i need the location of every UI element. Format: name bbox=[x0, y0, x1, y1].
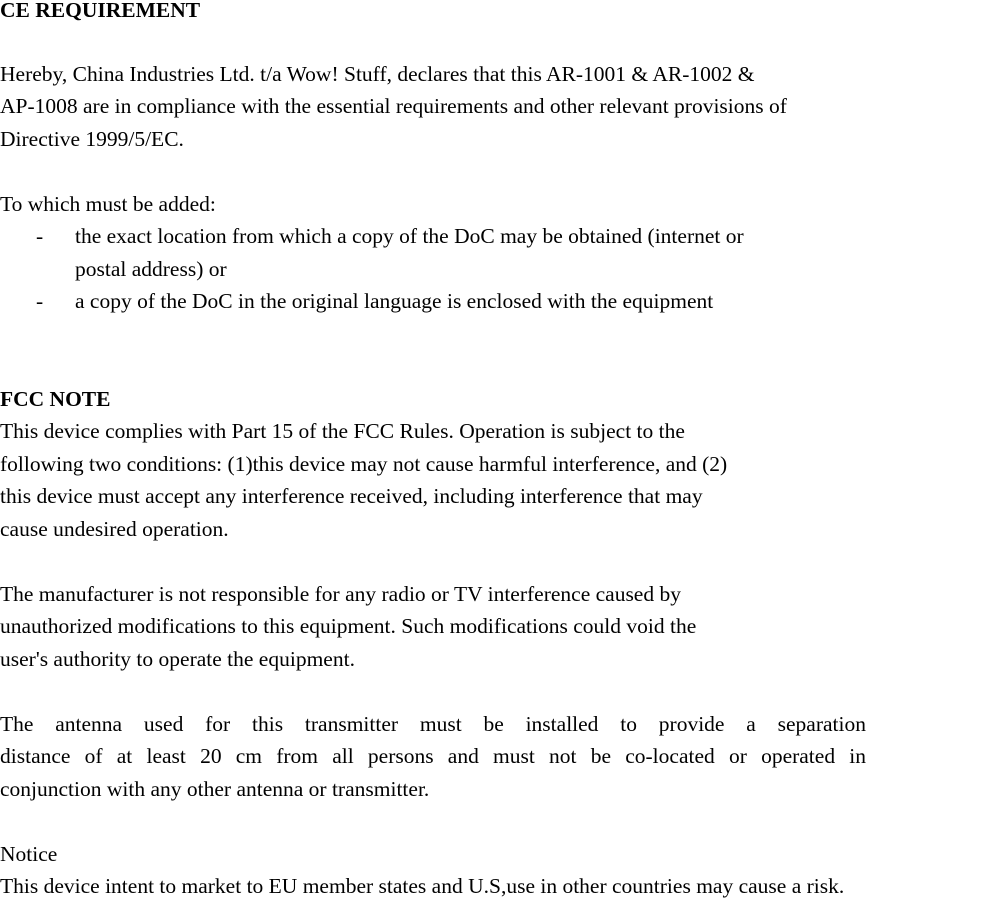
fcc-paragraph-line: cause undesired operation. bbox=[0, 517, 229, 541]
ce-declaration-line: Directive 1999/5/EC. bbox=[0, 127, 184, 151]
fcc-paragraph-line: The antenna used for this transmitter must be installed to provide a separation bbox=[0, 712, 866, 736]
notice-heading: Notice bbox=[0, 842, 58, 866]
ce-added-intro: To which must be added: bbox=[0, 192, 216, 216]
fcc-paragraph-line: this device must accept any interference received, including interference that may bbox=[0, 484, 703, 508]
dash-bullet-marker: - bbox=[36, 289, 44, 313]
fcc-note-heading: FCC NOTE bbox=[0, 387, 111, 411]
fcc-paragraph-line: following two conditions: (1)this device may not cause harmful interference, and (2) bbox=[0, 452, 728, 476]
ce-declaration-line: AP-1008 are in compliance with the essential requirements and other relevant provisions of bbox=[0, 94, 787, 118]
fcc-paragraph-line: The manufacturer is not responsible for any radio or TV interference caused by bbox=[0, 582, 681, 606]
ce-requirement-heading: CE REQUIREMENT bbox=[0, 0, 201, 22]
fcc-paragraph-line: user's authority to operate the equipment. bbox=[0, 647, 355, 671]
ce-bullet-text: postal address) or bbox=[75, 257, 227, 281]
ce-bullet-text: a copy of the DoC in the original language is enclosed with the equipment bbox=[75, 289, 714, 313]
fcc-paragraph-line: unauthorized modifications to this equipment. Such modifications could void the bbox=[0, 614, 697, 638]
dash-bullet-marker: - bbox=[36, 224, 44, 248]
fcc-paragraph-line: This device complies with Part 15 of the FCC Rules. Operation is subject to the bbox=[0, 419, 685, 443]
fcc-paragraph-line: distance of at least 20 cm from all persons and must not be co-located or operated in bbox=[0, 744, 866, 768]
ce-declaration-line: Hereby, China Industries Ltd. t/a Wow! Stuff, declares that this AR-1001 & AR-1002 & bbox=[0, 62, 755, 86]
notice-text: This device intent to market to EU member states and U.S,use in other countries may cause a risk. bbox=[0, 874, 845, 898]
ce-bullet-text: the exact location from which a copy of the DoC may be obtained (internet or bbox=[75, 224, 744, 248]
fcc-paragraph-line: conjunction with any other antenna or transmitter. bbox=[0, 777, 430, 801]
